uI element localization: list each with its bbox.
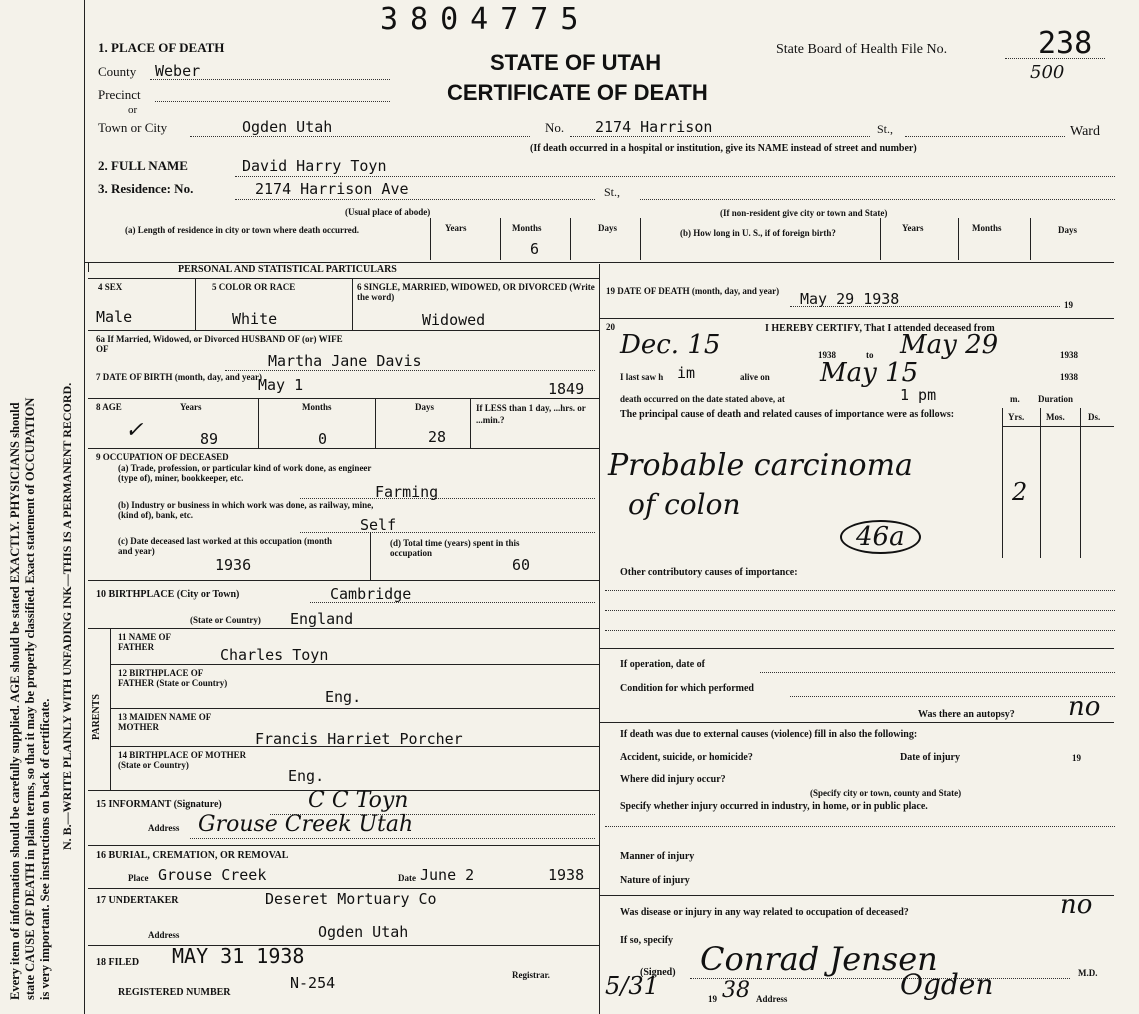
- side-warning: N. B.—WRITE PLAINLY WITH UNFADING INK—THIS IS A PERMANENT RECORD.: [60, 382, 74, 850]
- age-days: 28: [428, 428, 447, 446]
- parents-label: PARENTS: [91, 694, 102, 740]
- father-name: Charles Toyn: [220, 646, 329, 664]
- title-certificate: CERTIFICATE OF DEATH: [447, 80, 708, 105]
- time-of-death: 1 pm: [900, 386, 937, 404]
- burial-year: 1938: [548, 866, 585, 884]
- residence-label: 3. Residence: No.: [98, 181, 194, 196]
- cause-duration-years: 2: [1012, 478, 1028, 506]
- town-value: Ogden Utah: [242, 118, 333, 136]
- cause-code: 46a: [840, 520, 921, 554]
- death-certificate: Every item of information should be carefully supplied. AGE should be stated EXACTLY. PHYSICIANS should state CAUSE OF DEATH in plain terms, so that it may be properly classified. Exact statement of OCCUPATION is very important. See instructions on back of certificate. N. B.—WRITE PLAINLY WITH UNFADING INK—THIS IS A PERMANENT RECORD. 3804775 STATE OF UTAH CERTIFICATE OF DEATH State Board of Health File No. 238 500 1. PLACE OF DEATH County Weber Precinct or Town or City Ogden Utah No. 2174 Harrison St., Ward (If death occurred in a hospital or institution, give its NAME instead of street and number) 2. FULL NAME David Harry Toyn 3. Residence: No. 2174 Harrison Ave St., (Usual place of abode) (If non-resident give city or town and State) (a) Length of residence in city or town where death occurred. Years Months Days 6 (b) How long in U. S., if of foreign birth? Years Months Days PERSONAL AND STATISTICAL PARTICULARS 4 SEX Male 5 COLOR OR RACE White 6 SINGLE, MARRIED, WIDOWED, OR DIVORCED (Write the word) Widowed 6a If Married, Widowed, or Divorced HUSBAND OF (or) WIFE OF Martha Jane Davis 7 DATE OF BIRTH (month, day, and year) May 1 1849 8 AGE Years Months Days If LESS than 1 day, ...hrs. or ...min.? ✓ 89 0 28 9 OCCUPATION OF DECEASED (a) Trade, profession, or particular kind of work done, as engineer (type of), miner, bookkeeper, etc. Farming (b) Industry or business in which work was done, as railway, mine, (kind of), bank, etc. Self (c) Date deceased last worked at this occupation (month and year) 1936 (d) Total time (years) spent in this occupation 60 10 BIRTHPLACE (City or Town) Cambridge (State or Country) England PARENTS 11 NAME OF FATHER Charles Toyn 12 BIRTHPLACE OF FATHER (State or Country) Eng. 13 MAIDEN NAME OF MOTHER Francis Harriet Porcher 14 BIRTHPLACE OF MOTHER (State or Country) Eng. 15 INFORMANT (Signature) C C Toyn Address Grouse Creek Utah 16 BURIAL, CREMATION, OR REMOVAL Place Grouse Creek Date June 2 1938 17 UNDERTAKER Deseret Mortuary Co Address Ogden Utah 18 FILED MAY 31 1938 Registrar. REGISTERED NUMBER N-254 19 DATE OF DEATH (month, day, and year) May 29 1938 19 20 I HEREBY CERTIFY, That I attended deceased from Dec. 15 1938 to May 29 1938 I last saw h im alive on May 15 1938 death occurred on the date stated above, at 1 pm m. Duration The principal cause of death and related causes of importance were as follows: Yrs. Mos. Ds. Probable carcinoma of colon 2 46a Other contributory causes of importance: If operation, date of Condition for which performed Was there an autopsy? no If death was due to external causes (violence) fill in also the following: Accident, suicide, or homicide? Date of injury 19 Where did injury occur? (Specify city or town, county and State) Specify whether injury occurred in industry, in home, or in public place. Manner of injury Nature of injury Was disease or injury in any way related to occupation of deceased? no If so, specify (Signed) Conrad Jensen M.D. 5/31 19 38 Address Ogden: [0, 0, 1139, 1014]
- informant-signature: C C Toyn: [308, 788, 409, 813]
- birthplace-country: England: [290, 610, 354, 628]
- full-name-value: David Harry Toyn: [242, 157, 387, 175]
- center-divider: [599, 264, 600, 1014]
- attended-from: Dec. 15: [620, 330, 721, 360]
- race-value: White: [232, 310, 278, 328]
- dob-value: May 1: [258, 376, 304, 394]
- burial-place: Grouse Creek: [158, 866, 267, 884]
- personal-header: PERSONAL AND STATISTICAL PARTICULARS: [178, 264, 397, 275]
- place-of-death-label: 1. PLACE OF DEATH: [98, 40, 225, 55]
- registered-number: N-254: [290, 974, 336, 992]
- informant-address: Grouse Creek Utah: [198, 812, 414, 837]
- last-seen-alive: May 15: [820, 358, 919, 388]
- last-worked-value: 1936: [215, 556, 252, 574]
- mother-name: Francis Harriet Porcher: [255, 730, 463, 748]
- principal-cause: Probable carcinoma: [608, 448, 913, 483]
- file-no-sub: 500: [1030, 62, 1065, 83]
- birthplace-city: Cambridge: [330, 585, 412, 603]
- file-no-label: State Board of Health File No.: [776, 42, 948, 57]
- street-no-value: 2174 Harrison: [595, 118, 713, 136]
- residence-value: 2174 Harrison Ave: [255, 180, 409, 198]
- father-birthplace: Eng.: [325, 688, 362, 706]
- serial-number: 3804775: [380, 2, 591, 37]
- town-label: Town or City: [98, 120, 168, 135]
- section-divider: [84, 262, 1114, 263]
- age-years: 89: [200, 430, 219, 448]
- principal-cause-site: of colon: [628, 488, 741, 521]
- side-instructions: Every item of information should be carefully supplied. AGE should be stated EXACTLY. PHYSICIANS should state CAUSE OF DEATH in plain terms, so that it may be properly classified. Exact statement of OCCUPATION is very important. See instructions on back of certificate.: [8, 397, 52, 1000]
- autopsy-value: no: [1068, 692, 1101, 722]
- filed-date-stamp: MAY 31 1938: [172, 944, 305, 968]
- undertaker-name: Deseret Mortuary Co: [265, 890, 437, 908]
- sex-value: Male: [96, 308, 133, 326]
- spouse-value: Martha Jane Davis: [268, 352, 422, 370]
- dob-year: 1849: [548, 380, 585, 398]
- physician-signature: Conrad Jensen: [700, 940, 938, 978]
- occupation-value: Farming: [375, 483, 439, 501]
- occupation-related-value: no: [1060, 890, 1093, 920]
- industry-value: Self: [360, 516, 397, 534]
- age-months: 0: [318, 430, 328, 448]
- signature-date: 5/31: [605, 972, 659, 1000]
- county-label: County: [98, 64, 137, 79]
- occupation-years-value: 60: [512, 556, 531, 574]
- attended-to: May 29: [900, 330, 999, 360]
- signature-year: 38: [722, 978, 750, 1003]
- residence-months-value: 6: [530, 240, 540, 258]
- marital-value: Widowed: [422, 311, 486, 329]
- full-name-label: 2. FULL NAME: [98, 158, 188, 173]
- physician-address: Ogden: [900, 968, 994, 1001]
- burial-date: June 2: [420, 866, 475, 884]
- precinct-label: Precinct: [98, 87, 141, 102]
- mother-birthplace: Eng.: [288, 767, 325, 785]
- date-of-death-value: May 29 1938: [800, 290, 900, 308]
- left-border: [84, 0, 85, 1014]
- undertaker-address: Ogden Utah: [318, 923, 409, 941]
- county-value: Weber: [155, 62, 201, 80]
- file-no: 238: [1038, 26, 1093, 61]
- title-state: STATE OF UTAH: [490, 50, 662, 75]
